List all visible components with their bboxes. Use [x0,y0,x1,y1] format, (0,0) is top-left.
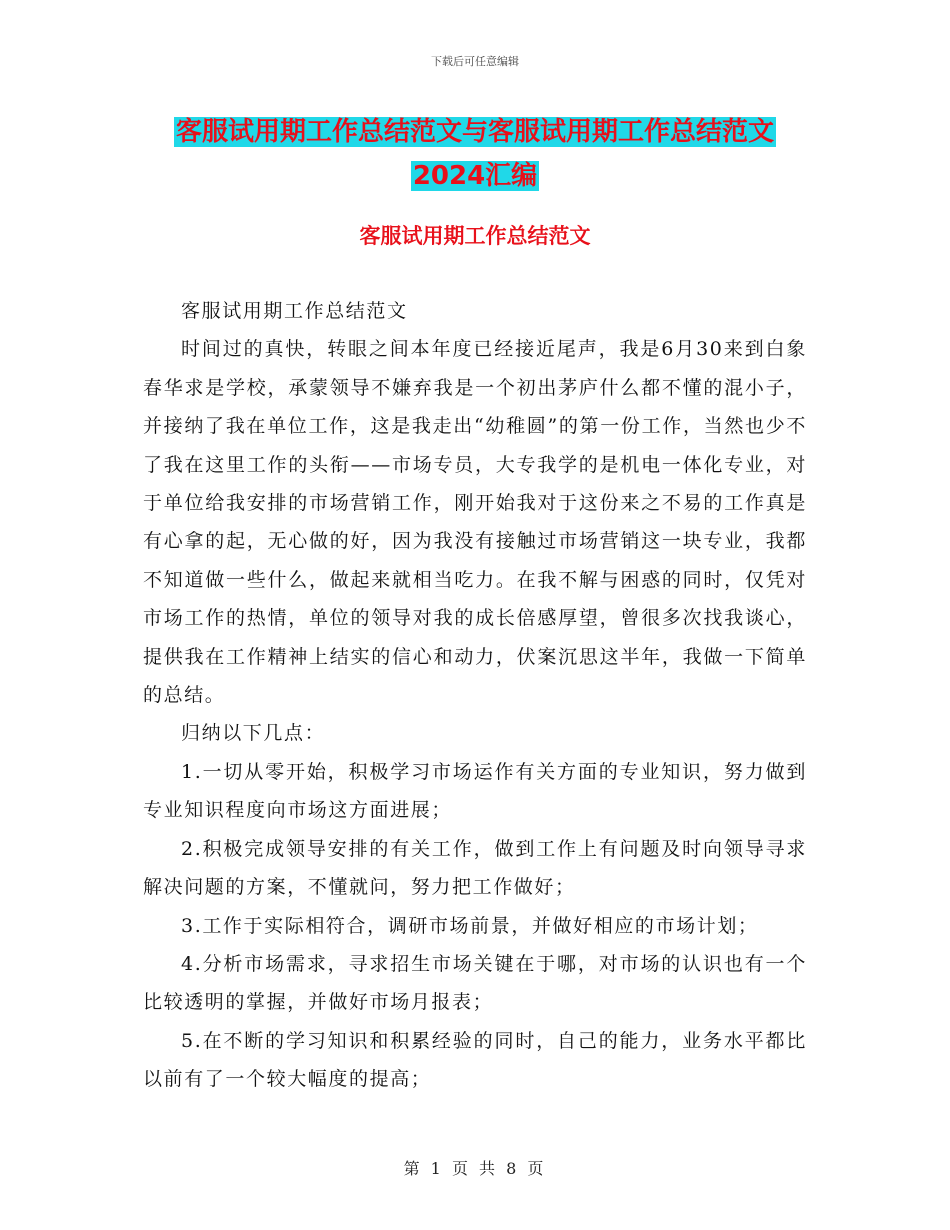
document-title-line-1: 客服试用期工作总结范文与客服试用期工作总结范文 [175,117,774,147]
paragraph: 时间过的真快，转眼之间本年度已经接近尾声，我是6月30来到白象春华求是学校，承蒙领导不嫌弃我是一个初出茅庐什么都不懂的混小子，并接纳了我在单位工作，这是我走出“幼稚圆”的第一份工作，当然也少不了我在这里工作的头衔——市场专员，大专我学的是机电一体化专业，对于单位给我安排的市场营销工作，刚开始我对于这份来之不易的工作真是有心拿的起，无心做的好，因为我没有接触过市场营销这一块专业，我都不知道做一些什么，做起来就相当吃力。在我不解与困惑的同时，仅凭对市场工作的热情，单位的领导对我的成长倍感厚望，曾很多次找我谈心，提供我在工作精神上结实的信心和动力，伏案沉思这半年，我做一下简单的总结。 [143,338,807,707]
paragraph: 客服试用期工作总结范文 [181,300,408,322]
section-title: 客服试用期工作总结范文 [359,224,591,248]
page-number-footer: 第 1 页 共 8 页 [403,1159,547,1178]
paragraph: 归纳以下几点： [181,722,326,745]
document-body [143,292,807,1099]
list-item: 2.积极完成领导安排的有关工作，做到工作上有问题及时向领导寻求解决问题的方案，不懂就问，努力把工作做好； [143,837,807,899]
document-title-line-2: 2024汇编 [412,161,538,191]
page-header-note: 下载后可任意编辑 [431,55,519,68]
list-item: 5.在不断的学习知识和积累经验的同时，自己的能力，业务水平都比以前有了一个较大幅度的提高； [143,1029,807,1091]
list-item: 3.工作于实际相符合，调研市场前景，并做好相应的市场计划； [181,914,759,937]
list-item: 4.分析市场需求，寻求招生市场关键在于哪，对市场的认识也有一个比较透明的掌握，并做好市场月报表； [143,952,807,1014]
document-title [140,110,810,198]
list-item: 1.一切从零开始，积极学习市场运作有关方面的专业知识，努力做到专业知识程度向市场这方面进展； [143,760,807,822]
